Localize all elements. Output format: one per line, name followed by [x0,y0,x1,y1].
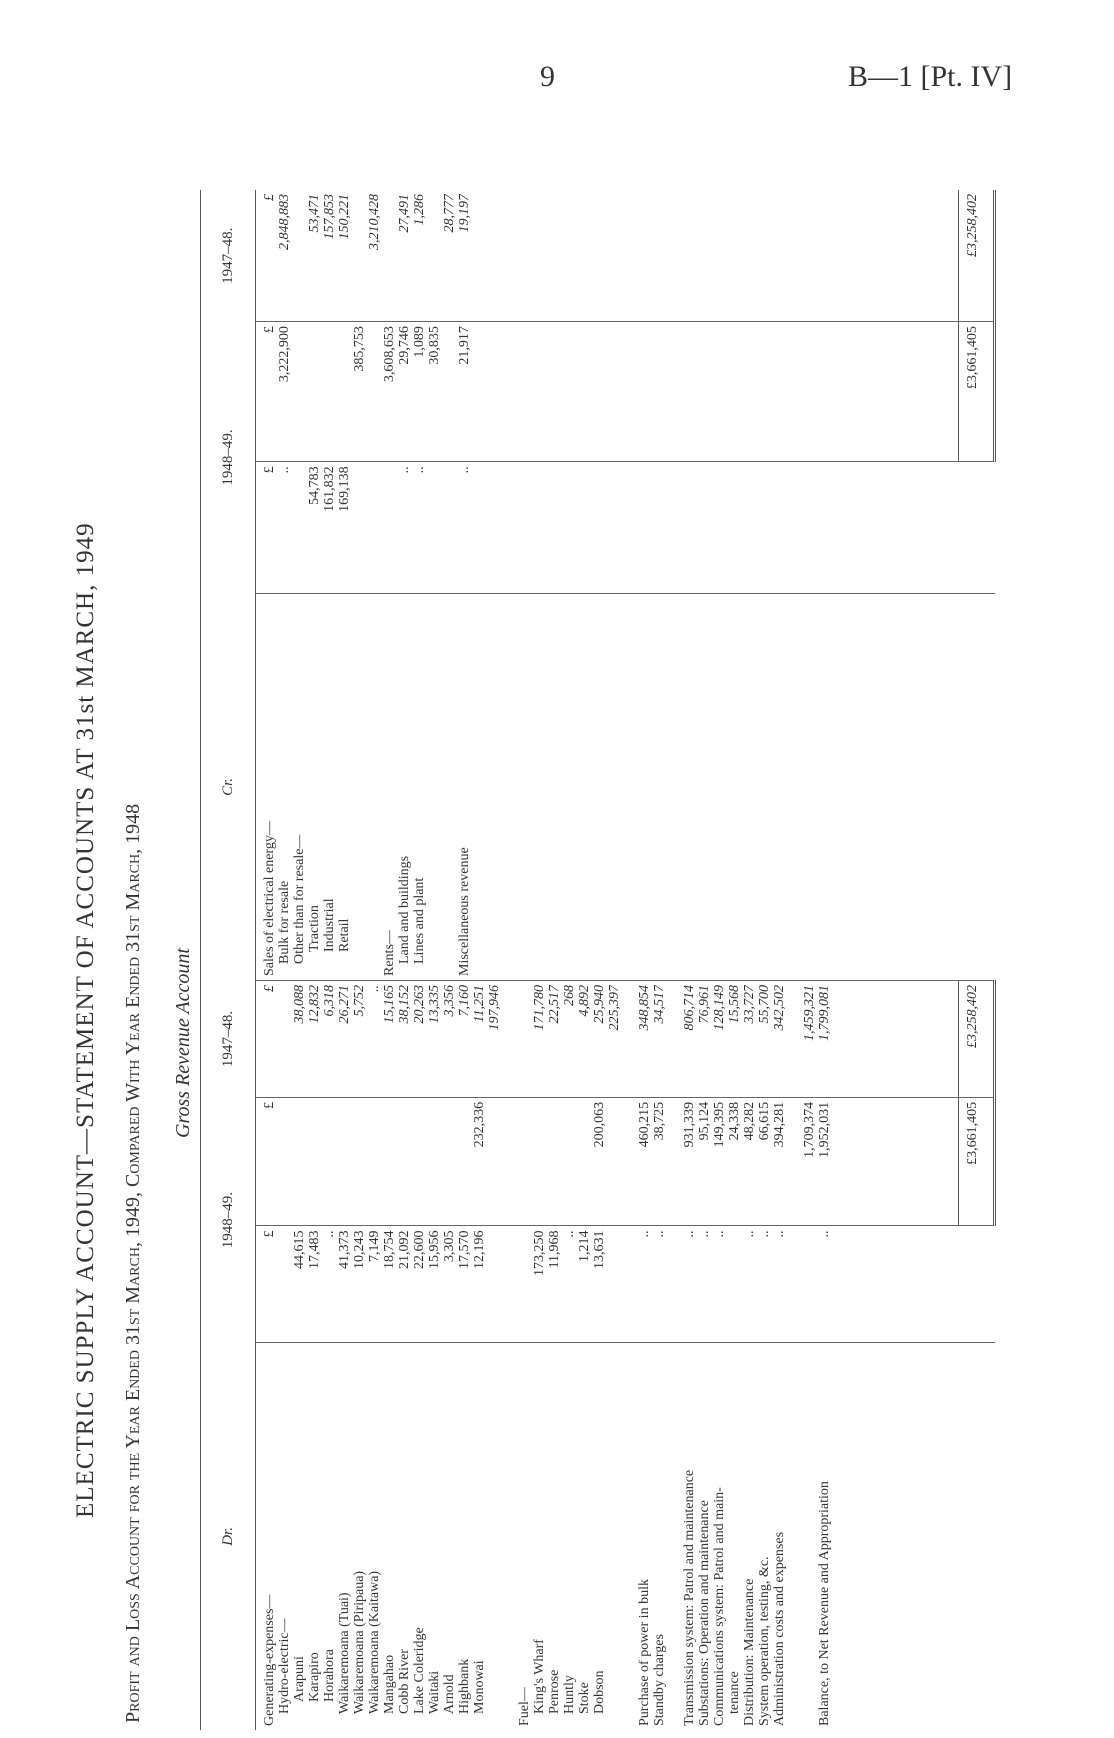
dr-line-19-c1: 11,968 [547,1230,562,1269]
dr-line-5-c3: 26,271 [337,985,352,1024]
dr-line-1-c3 [277,985,292,1093]
dr-line-34-c1: .. [772,1230,787,1238]
cr-1948-49-detail-column [256,462,959,593]
cr-line-12-c3: 28,777 [442,194,457,233]
dr-line-30-c1: .. [712,1230,727,1238]
dr-header: Dr. [201,1343,256,1730]
cr-line-7-c2 [367,326,382,457]
dr-1948-49-total-column [256,1097,959,1226]
dr-line-24-c3 [622,985,637,1093]
cr-line-10-label: Lines and plant [412,877,427,964]
dr-line-28-c2: 931,339 [682,1101,697,1148]
cr-line-3-c2 [307,326,322,457]
cr-1947-48-column [256,190,959,322]
dr-line-7-c3: .. [367,985,382,992]
dr-line-10-label: Lake Coleridge [412,1627,427,1714]
dr-1947-48-column [256,981,959,1098]
dr-line-23-label [607,1347,622,1726]
cr-line-5-c2 [337,326,352,457]
dr-line-37-c2: 1,952,031 [817,1101,832,1158]
revenue-account-table [200,190,996,1730]
cr-line-1-c2: 3,222,900 [277,326,292,383]
cr-line-12-c1 [442,466,457,588]
dr-line-36-c1 [802,1230,817,1338]
cr-line-4-c2 [322,326,337,457]
dr-line-31-label: tenance [727,1671,742,1714]
dr-line-19-c3: 22,517 [547,985,562,1024]
dr-line-11-c2 [427,1102,442,1222]
dr-line-9-c2 [397,1102,412,1222]
cr-year-1948-49-header: 1948–49. [201,322,256,594]
dr-line-16-c1 [502,1230,517,1338]
dr-line-30-label: Communications system: Patrol and main- [712,1487,727,1726]
dr-line-17-c1 [517,1230,532,1338]
dr-line-36-c3: 1,459,321 [802,985,817,1041]
cr-line-9-c2: 29,746 [397,326,412,365]
cr-line-0-label: Sales of electrical energy— [262,821,277,976]
dr-line-3-label: Karapiro [307,1652,322,1702]
dr-line-4-c2 [322,1102,337,1222]
page-reference: B—1 [Pt. IV] [848,60,1013,93]
cr-line-2-label: Other than for resale— [292,834,307,964]
dr-line-13-c1: 17,570 [457,1230,472,1269]
dr-line-14-c2: 232,336 [472,1101,487,1148]
dr-line-6-c2 [352,1102,367,1222]
dr-line-37-c3: 1,799,081 [817,985,832,1041]
dr-line-35-c3 [787,985,802,1093]
cr-line-0-c1: £ [262,466,277,474]
cr-line-4-c3: 157,853 [322,194,337,240]
dr-line-33-c1: .. [757,1230,772,1238]
cr-label-column [256,593,959,980]
cr-line-9-c3: 27,491 [397,194,412,233]
dr-line-17-c3 [517,985,532,1093]
dr-line-28-c1: .. [682,1230,697,1238]
dr-line-25-c2: 460,215 [637,1101,652,1148]
dr-year-1948-49-header: 1948–49. [201,1097,256,1342]
dr-line-7-c2 [367,1102,382,1222]
dr-line-3-c2 [307,1102,322,1222]
cr-line-10-c3: 1,286 [412,194,427,226]
dr-line-18-label: King's Wharf [532,1639,547,1714]
dr-line-16-c2 [502,1102,517,1222]
dr-line-6-c1: 10,243 [352,1230,367,1269]
dr-line-4-c1: .. [322,1230,337,1238]
dr-line-8-label: Mangahao [382,1654,397,1714]
dr-line-26-c2: 38,725 [652,1101,667,1141]
dr-line-33-c2: 66,615 [757,1101,772,1141]
dr-line-2-c1: 44,615 [292,1230,307,1269]
dr-line-8-c3: 15,165 [382,985,397,1024]
dr-line-26-c1: .. [652,1230,667,1238]
cr-total-1948-49: £3,661,405 [959,322,995,462]
statement-title: ELECTRIC SUPPLY ACCOUNT—STATEMENT OF ACCOUNTS AT 31st MARCH, 1949 [72,522,99,1518]
cr-line-11-c2: 30,835 [427,326,442,365]
dr-line-36-label [802,1347,817,1726]
dr-line-32-label: Distribution: Maintenance [742,1578,757,1726]
cr-line-1-c3: 2,848,883 [277,194,292,250]
cr-total-1947-48: £3,258,402 [959,190,995,322]
cr-1948-49-total-column [256,322,959,462]
dr-line-6-label: Waikaremoana (Piripaua) [352,1570,367,1714]
dr-line-5-label: Waikaremoana (Tuai) [337,1592,352,1714]
cr-line-13-c1: .. [457,466,472,474]
cr-line-9-c1: .. [397,466,412,474]
cr-year-1947-48-header: 1947–48. [201,190,256,322]
dr-line-31-c3: 15,568 [727,985,742,1024]
dr-line-15-c1 [487,1230,502,1338]
dr-label-column [256,1343,959,1730]
cr-line-1-c1: .. [277,466,292,474]
dr-line-6-c3: 5,752 [352,985,367,1017]
dr-line-35-label [787,1347,802,1726]
dr-line-26-c3: 34,517 [652,985,667,1024]
dr-line-8-c1: 18,754 [382,1230,397,1269]
dr-line-0-c2: £ [262,1101,277,1109]
dr-line-0-label: Generating-expenses— [262,1594,277,1726]
cr-line-2-c1 [292,466,307,588]
cr-line-11-label [427,598,442,976]
dr-line-9-c3: 38,152 [397,985,412,1024]
dr-line-10-c2 [412,1102,427,1222]
account-title: Gross Revenue Account [172,948,194,1138]
cr-line-13-c2: 21,917 [457,326,472,365]
dr-line-20-c2 [562,1102,577,1222]
dr-line-4-label: Horahora [322,1649,337,1702]
dr-total-1947-48: £3,258,402 [959,981,995,1098]
dr-line-11-c3: 13,335 [427,985,442,1024]
dr-line-35-c1 [787,1230,802,1338]
dr-line-29-c2: 95,124 [697,1101,712,1141]
dr-line-28-label: Transmission system: Patrol and maintenance [682,1469,697,1726]
dr-line-27-c1 [667,1230,682,1338]
cr-line-6-label [352,598,367,976]
cr-line-10-c2: 1,089 [412,326,427,358]
cr-line-11-c3 [427,194,442,317]
dr-line-33-c3: 55,700 [757,985,772,1024]
dr-line-3-c1: 17,483 [307,1230,322,1269]
dr-line-0-c1: £ [262,1230,277,1238]
cr-line-11-c1 [427,466,442,588]
cr-line-8-c1 [382,466,397,588]
cr-line-2-c3 [292,194,307,317]
dr-line-13-label: Highbank [457,1658,472,1714]
dr-line-12-c1: 3,305 [442,1230,457,1262]
dr-line-23-c1 [607,1230,622,1338]
dr-line-36-c2: 1,709,374 [802,1101,817,1158]
dr-line-3-c3: 12,832 [307,985,322,1024]
cr-line-7-label [367,598,382,976]
dr-line-21-c1: 1,214 [577,1230,592,1262]
dr-line-29-label: Substations: Operation and maintenance [697,1500,712,1726]
statement-subtitle: Profit and Loss Account for the Year Ended 31st March, 1949, Compared With Year Ended 31st March, 1948 [122,803,144,1723]
dr-line-22-label: Dobson [592,1670,607,1714]
cr-line-7-c3: 3,210,428 [367,194,382,250]
dr-line-14-c3: 11,251 [472,985,487,1023]
dr-line-10-c1: 22,600 [412,1230,427,1269]
dr-line-9-label: Cobb River [397,1649,412,1714]
dr-line-22-c2: 200,063 [592,1101,607,1148]
dr-line-33-label: System operation, testing, &c. [757,1556,772,1726]
dr-line-7-c1: 7,149 [367,1230,382,1262]
dr-line-24-c1 [622,1230,637,1338]
dr-line-12-c2 [442,1102,457,1222]
cr-line-12-c2 [442,326,457,457]
dr-line-21-c2 [577,1102,592,1222]
dr-line-25-c3: 348,854 [637,985,652,1031]
dr-line-24-c2 [622,1102,637,1222]
cr-line-13-c3: 19,197 [457,194,472,233]
cr-line-7-c1 [367,466,382,588]
cr-line-9-label: Land and buildings [397,855,412,964]
dr-line-15-label [487,1347,502,1726]
dr-line-20-label: Huntly [562,1675,577,1714]
dr-line-2-label: Arapuni [292,1656,307,1702]
dr-line-31-c1 [727,1230,742,1338]
dr-line-23-c3: 225,397 [607,985,622,1031]
cr-line-6-c3 [352,194,367,317]
dr-line-18-c3: 171,780 [532,985,547,1031]
cr-line-13-label: Miscellaneous revenue [457,847,472,976]
dr-line-37-label: Balance, to Net Revenue and Appropriation [817,1481,832,1726]
dr-line-19-c2 [547,1102,562,1222]
cr-header: Cr. [201,593,256,980]
cr-line-2-c2 [292,326,307,457]
dr-line-9-c1: 21,092 [397,1230,412,1269]
dr-line-29-c3: 76,961 [697,985,712,1024]
dr-line-22-c3: 25,940 [592,985,607,1024]
dr-line-19-label: Penrose [547,1669,562,1714]
dr-line-29-c1: .. [697,1230,712,1238]
cr-line-6-c1 [352,466,367,588]
dr-line-20-c3: 268 [562,985,577,1006]
cr-line-10-c1: .. [412,466,427,474]
dr-line-5-c2 [337,1102,352,1222]
dr-line-24-label [622,1347,637,1726]
dr-line-22-c1: 13,631 [592,1230,607,1269]
dr-1948-49-detail-column [256,1226,959,1343]
cr-line-4-c1: 161,832 [322,466,337,512]
dr-line-34-label: Administration costs and expenses [772,1531,787,1726]
cr-line-1-label: Bulk for resale [277,880,292,964]
dr-line-27-c3 [667,985,682,1093]
dr-line-2-c2 [292,1102,307,1222]
dr-line-1-c2 [277,1102,292,1222]
dr-line-34-c2: 394,281 [772,1101,787,1148]
cr-line-5-label: Retail [337,918,352,952]
dr-line-8-c2 [382,1102,397,1222]
cr-line-0-c3: £ [262,194,277,201]
cr-line-4-label: Industrial [322,898,337,952]
dr-line-18-c1: 173,250 [532,1230,547,1276]
cr-line-6-c2: 385,753 [352,326,367,372]
cr-line-3-c3: 53,471 [307,194,322,233]
dr-line-12-c3: 3,356 [442,985,457,1017]
cr-line-3-label: Traction [307,905,322,952]
page-number: 9 [540,60,555,93]
dr-line-10-c3: 20,263 [412,985,427,1024]
dr-line-11-c1: 15,956 [427,1230,442,1269]
dr-line-4-c3: 6,318 [322,985,337,1017]
dr-line-17-label: Fuel— [517,1687,532,1726]
cr-line-5-c3: 150,221 [337,194,352,240]
cr-line-5-c1: 169,138 [337,466,352,512]
dr-line-15-c2 [487,1102,502,1222]
dr-line-13-c2 [457,1102,472,1222]
dr-line-32-c1: .. [742,1230,757,1238]
dr-line-34-c3: 342,502 [772,985,787,1031]
dr-line-25-label: Purchase of power in bulk [637,1579,652,1726]
cr-line-12-label [442,598,457,976]
dr-line-32-c2: 48,282 [742,1101,757,1141]
dr-line-25-c1: .. [637,1230,652,1238]
dr-line-13-c3: 7,160 [457,985,472,1017]
dr-line-23-c2 [607,1102,622,1222]
dr-line-1-c1 [277,1230,292,1338]
dr-line-37-c1: .. [817,1230,832,1238]
dr-line-26-label: Standby charges [652,1634,667,1726]
dr-line-14-label: Monowai [472,1660,487,1714]
cr-line-0-c2: £ [262,326,277,334]
dr-line-1-label: Hydro-electric— [277,1618,292,1714]
dr-line-28-c3: 806,714 [682,985,697,1031]
dr-line-20-c1: .. [562,1230,577,1238]
dr-line-17-c2 [517,1102,532,1222]
cr-line-8-c2: 3,608,653 [382,326,397,383]
dr-line-30-c3: 128,149 [712,985,727,1031]
dr-line-18-c2 [532,1102,547,1222]
dr-line-27-label [667,1347,682,1726]
dr-line-15-c3: 197,946 [487,985,502,1031]
cr-line-8-c3 [382,194,397,317]
dr-line-16-c3 [502,985,517,1093]
dr-total-1948-49: £3,661,405 [959,1097,995,1226]
dr-line-30-c2: 149,395 [712,1101,727,1148]
dr-line-12-label: Arnold [442,1674,457,1714]
dr-line-21-c3: 4,892 [577,985,592,1017]
dr-line-5-c1: 41,373 [337,1230,352,1269]
dr-line-11-label: Waitaki [427,1670,442,1714]
dr-line-14-c1: 12,196 [472,1230,487,1269]
cr-line-3-c1: 54,783 [307,466,322,505]
dr-line-35-c2 [787,1102,802,1222]
dr-line-32-c3: 33,727 [742,985,757,1024]
dr-line-0-c3: £ [262,985,277,992]
dr-line-7-label: Waikaremoana (Kaitawa) [367,1570,382,1714]
dr-line-31-c2: 24,338 [727,1101,742,1141]
cr-line-8-label: Rents— [382,930,397,976]
dr-line-21-label: Stoke [577,1682,592,1714]
dr-year-1947-48-header: 1947–48. [201,981,256,1098]
dr-line-27-c2 [667,1102,682,1222]
dr-line-16-label [502,1347,517,1726]
dr-line-2-c3: 38,088 [292,985,307,1024]
